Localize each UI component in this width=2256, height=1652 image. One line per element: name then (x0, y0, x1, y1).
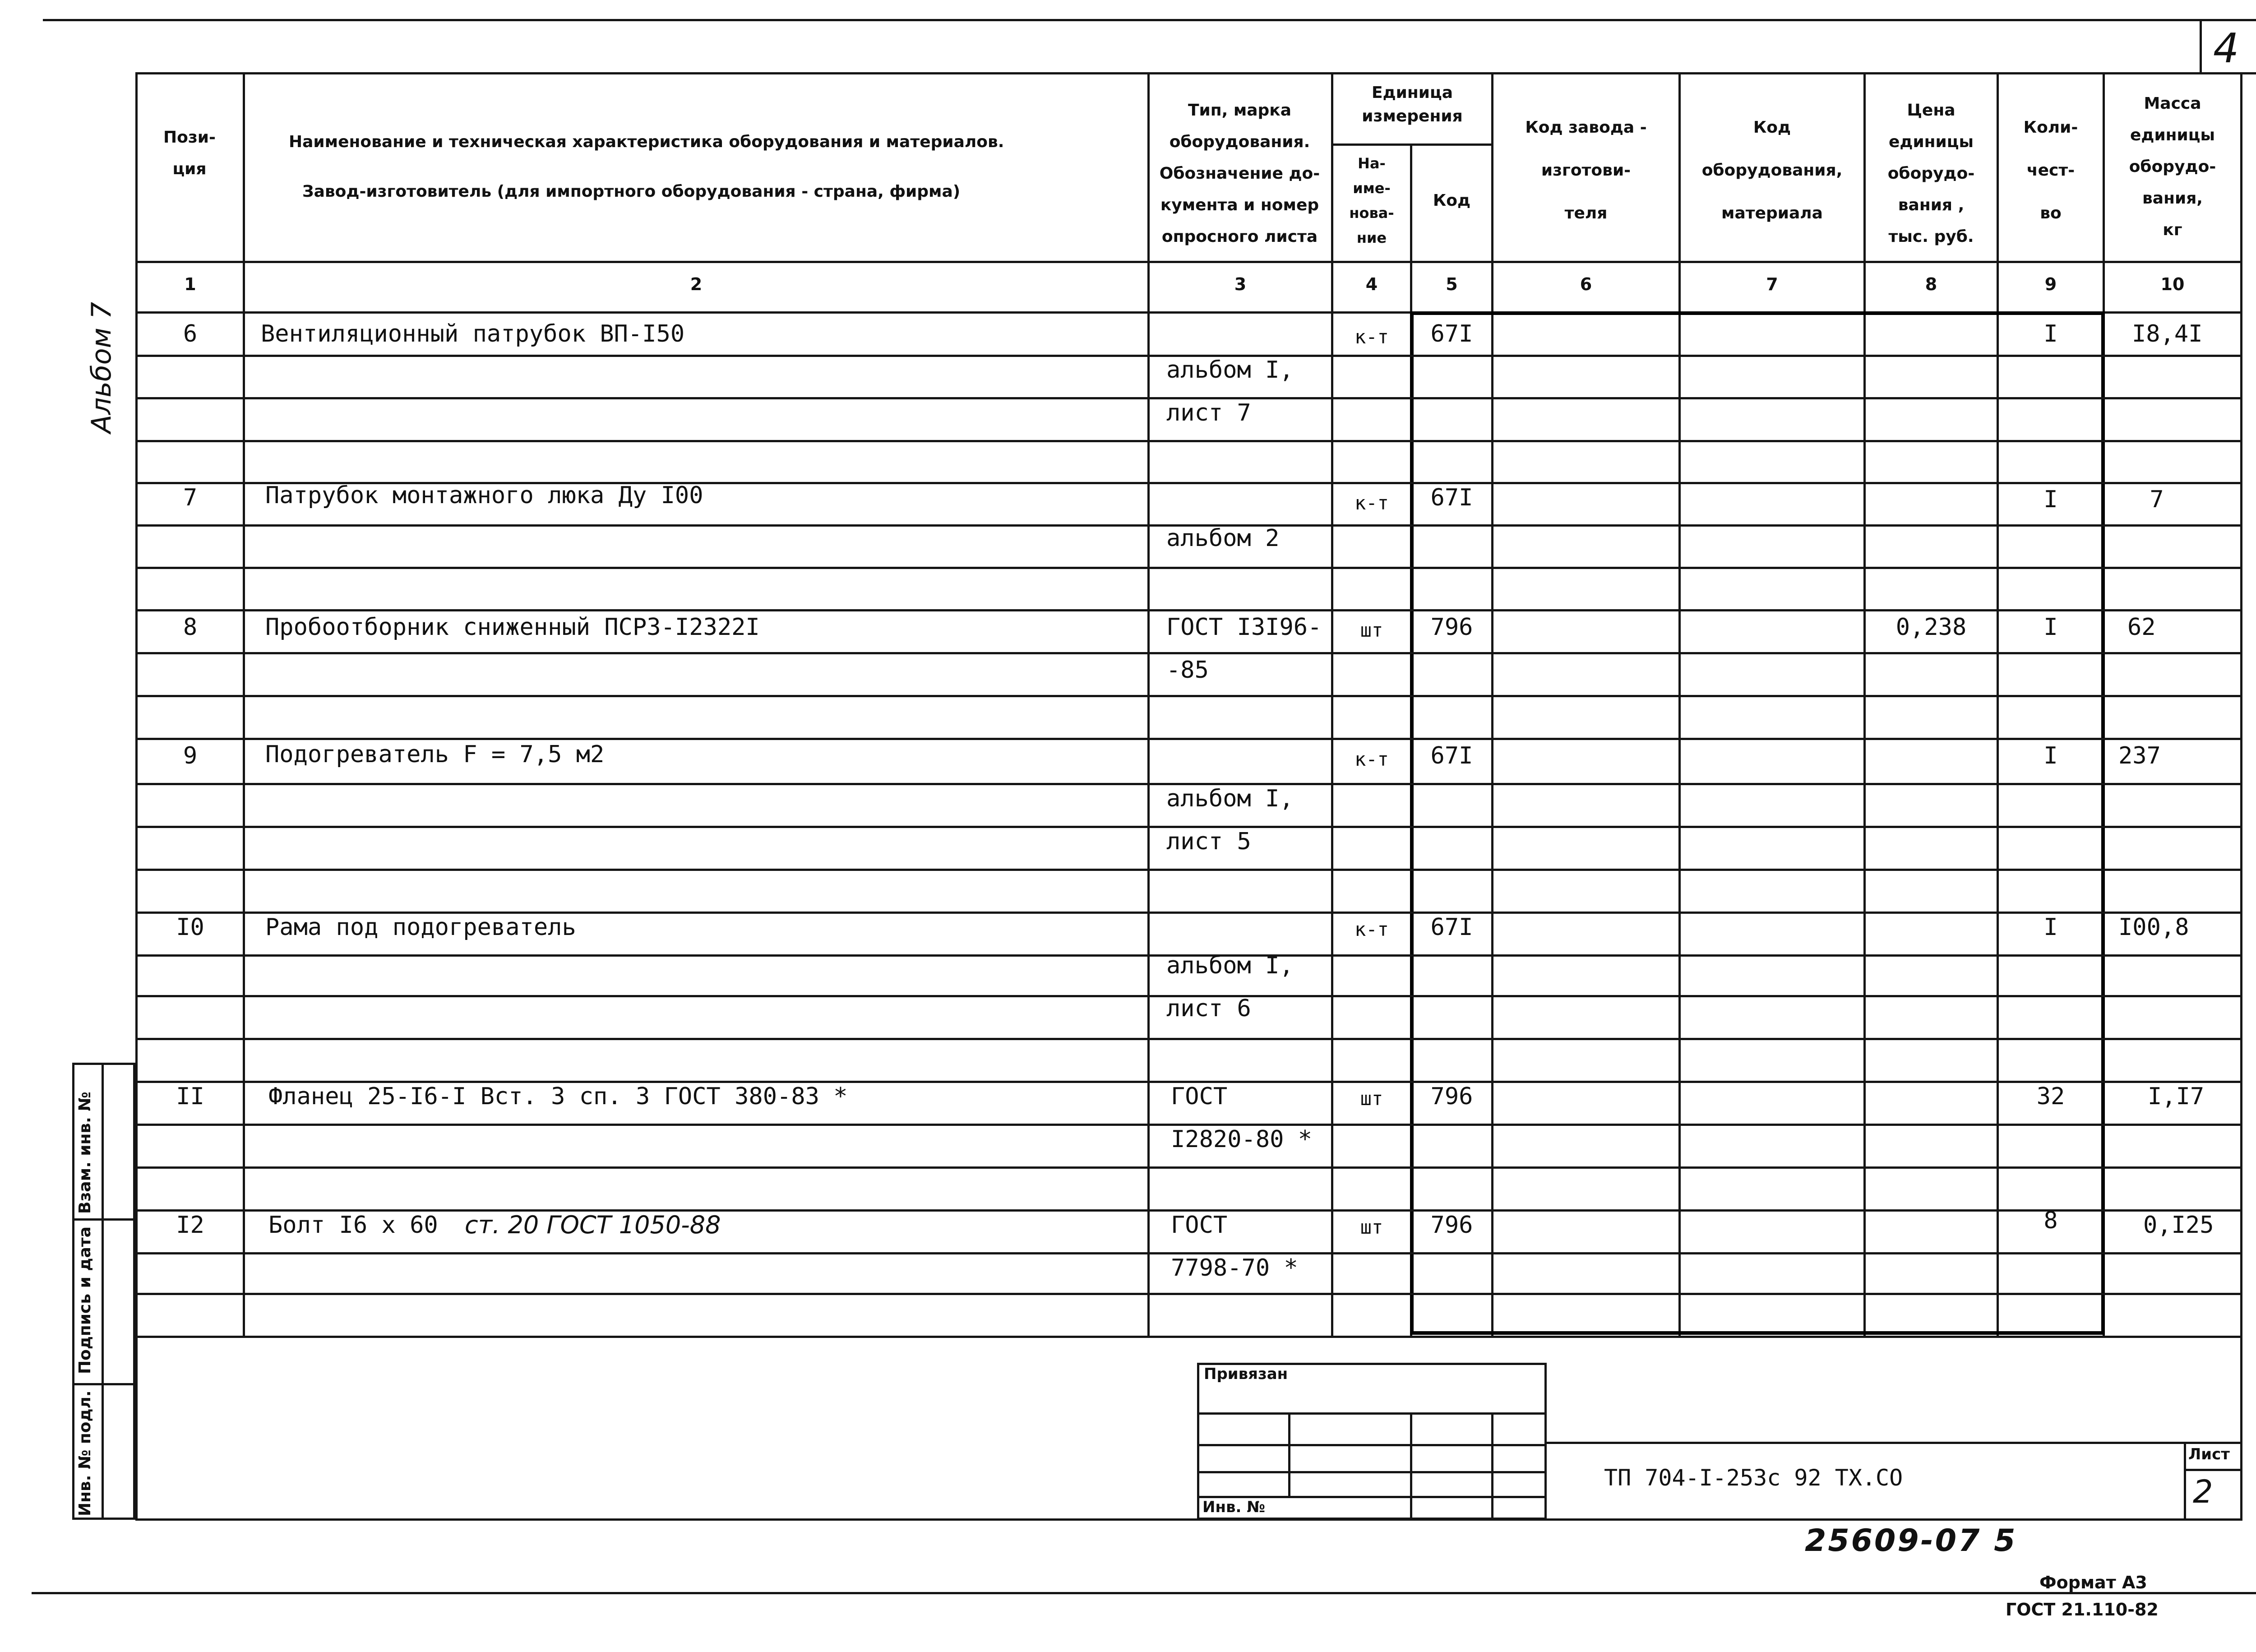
row-doc: альбом 2 (1166, 525, 1280, 552)
row-position: II (176, 1083, 204, 1110)
row-unit: к-т (1355, 492, 1389, 514)
row-line (135, 869, 2242, 871)
row-code: 796 (1430, 1083, 1473, 1110)
col-number: 9 (2044, 274, 2057, 294)
row-code: 796 (1430, 614, 1473, 641)
row-mass: I,I7 (2148, 1083, 2205, 1110)
row-unit: шт (1360, 1216, 1383, 1238)
row-mass: 237 (2118, 742, 2161, 769)
page-box-left (2200, 19, 2202, 73)
sheet-number: 2 (2193, 1473, 2213, 1510)
side-stamp-line (72, 1383, 135, 1385)
sheet-box-split (2184, 1469, 2242, 1471)
header-factory-code: Код завода - изготови- теля (1525, 118, 1647, 222)
row-doc: альбом I, (1166, 356, 1294, 384)
side-stamp-line (72, 1218, 135, 1221)
header-price: Цена единицы оборудо- вания , тыс. руб. (1887, 101, 1975, 246)
row-doc: лист 6 (1166, 995, 1251, 1022)
inv-no-label: Инв. № (1202, 1498, 1266, 1516)
row-mass: 7 (2150, 486, 2164, 513)
stamp-line (1197, 1471, 1547, 1473)
row-code: 796 (1430, 1212, 1473, 1239)
row-name: Болт I6 x 60 (268, 1212, 438, 1239)
bold-block (1410, 311, 2105, 1335)
header-unit-group: Единица измерения (1362, 83, 1463, 125)
frame-bottom (135, 1518, 2242, 1521)
row-unit: шт (1360, 619, 1383, 641)
col-number: 1 (184, 274, 196, 294)
row-code: 67I (1430, 742, 1473, 769)
side-label-vzam: Взам. инв. № (76, 1092, 94, 1214)
row-doc: лист 5 (1166, 828, 1251, 855)
row-unit: к-т (1355, 748, 1389, 770)
row-line (135, 440, 2242, 442)
row-doc: 7798-70 * (1171, 1254, 1298, 1282)
col-number: 7 (1766, 274, 1778, 294)
row-doc: -85 (1166, 657, 1209, 684)
row-unit: шт (1360, 1087, 1383, 1110)
row-doc: ГОСТ (1171, 1083, 1228, 1110)
row-qty: 8 (2043, 1207, 2058, 1234)
row-doc: ГОСТ I3I96- (1166, 614, 1322, 641)
col-number: 5 (1446, 274, 1458, 294)
row-price: 0,238 (1895, 614, 1967, 641)
row-doc: лист 7 (1166, 399, 1251, 426)
album-label: Альбом 7 (86, 302, 117, 433)
row-name: Патрубок монтажного люка Ду I00 (265, 482, 703, 509)
designation: ТП 704-I-253с 92 ТХ.СО (1604, 1465, 1903, 1491)
row-line (135, 1038, 2242, 1040)
row-line (135, 1336, 2242, 1338)
col-sep-1 (243, 72, 245, 1338)
row-qty: I (2043, 614, 2058, 641)
col-number: 6 (1580, 274, 1592, 294)
row-position: I2 (176, 1212, 204, 1239)
row-name: Рама под подогреватель (265, 914, 576, 941)
row-line (135, 695, 2242, 697)
row-doc: альбом I, (1166, 952, 1294, 979)
row-name: Фланец 25-I6-I Вст. 3 сп. 3 ГОСТ 380-83 * (268, 1083, 848, 1110)
sheet-label: Лист (2188, 1445, 2230, 1463)
header-mass: Масса единицы оборудо- вания, кг (2129, 94, 2216, 239)
row-handwritten-note: ст. 20 ГОСТ 1050-88 (465, 1211, 721, 1239)
col-number: 4 (1365, 274, 1378, 294)
side-stamp-split (102, 1063, 104, 1520)
header-equipment-code: Код оборудования, материала (1701, 118, 1843, 222)
side-label-signature: Подпись и дата (76, 1226, 94, 1374)
col-number: 8 (1925, 274, 1937, 294)
row-line (135, 1166, 2242, 1169)
frame-top (135, 72, 2242, 74)
row-qty: I (2043, 320, 2058, 347)
row-mass: 0,I25 (2143, 1212, 2214, 1239)
row-doc: I2820-80 * (1171, 1126, 1313, 1153)
col-sep-2 (1147, 72, 1150, 1338)
gost-label: ГОСТ 21.110-82 (2006, 1600, 2159, 1620)
row-unit: к-т (1355, 326, 1389, 348)
unit-group-split (1331, 143, 1493, 146)
row-position: I0 (176, 914, 204, 941)
row-unit: к-т (1355, 918, 1389, 940)
format-label: Формат А3 (2039, 1573, 2147, 1592)
privyazan-label: Привязан (1204, 1365, 1288, 1383)
row-code: 67I (1430, 320, 1473, 347)
header-unit-name: На- име- нова- ние (1349, 155, 1394, 246)
side-label-inv: Инв. № подл. (76, 1390, 94, 1516)
header-bottom (135, 261, 2242, 263)
col-number: 10 (2160, 274, 2185, 294)
row-mass: I00,8 (2118, 914, 2189, 941)
row-qty: I (2043, 914, 2058, 941)
designation-top (1547, 1442, 2242, 1444)
archive-number: 25609-07 5 (1805, 1523, 2017, 1559)
sheet-box-left (2184, 1442, 2186, 1521)
row-position: 6 (183, 320, 198, 347)
row-code: 67I (1430, 484, 1473, 511)
row-qty: I (2043, 486, 2058, 513)
row-code: 67I (1430, 914, 1473, 941)
row-position: 8 (183, 614, 198, 641)
stamp-col (1410, 1412, 1412, 1520)
page-number: 4 (2213, 25, 2239, 72)
col-number: 2 (690, 274, 703, 294)
row-mass: 62 (2127, 614, 2156, 641)
header-name: Наименование и техническая характеристика оборудования и материалов. Завод-изготовитель (для импортного оборудования - страна, фирма) (289, 133, 1004, 201)
row-line (135, 1293, 2242, 1295)
row-name: Вентиляционный патрубок ВП-I50 (261, 320, 685, 347)
stamp-line (1197, 1412, 1547, 1415)
frame-right (2240, 72, 2242, 1521)
stamp-col (1288, 1412, 1290, 1496)
row-mass: I8,4I (2132, 320, 2203, 347)
bottom-border (32, 1592, 2256, 1594)
header-type: Тип, марка оборудования. Обозначение до- кумента и номер опросного листа (1159, 101, 1320, 246)
row-line (135, 567, 2242, 569)
row-qty: 32 (2036, 1083, 2065, 1110)
col-sep-3 (1331, 72, 1333, 1338)
row-qty: I (2043, 742, 2058, 769)
row-name: Подогреватель F = 7,5 м2 (265, 741, 605, 768)
header-unit-code: Код (1433, 191, 1471, 210)
stamp-line (1197, 1444, 1547, 1446)
row-name: Пробоотборник сниженный ПСРЗ-I2322I (265, 614, 760, 641)
top-border (43, 19, 2256, 21)
row-doc: ГОСТ (1171, 1212, 1228, 1239)
header-quantity: Коли- чест- во (2023, 118, 2078, 222)
col-number: 3 (1234, 274, 1247, 294)
stamp-col (1491, 1412, 1493, 1520)
row-doc: альбом I, (1166, 785, 1294, 812)
row-position: 9 (183, 742, 198, 769)
row-position: 7 (183, 484, 198, 511)
header-position: Пози- ция (163, 128, 216, 178)
